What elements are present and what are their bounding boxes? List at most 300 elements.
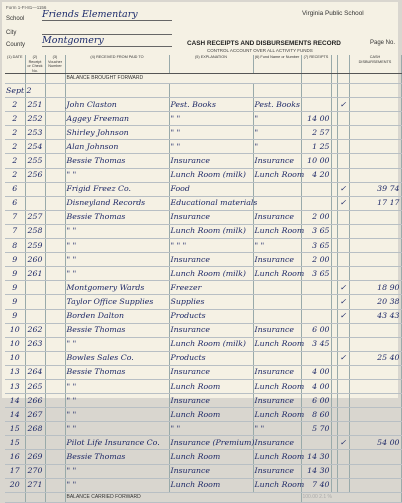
entry-receipts: 2 00 (301, 210, 331, 224)
entry-voucher-no (45, 281, 65, 295)
entry-date: 14 (5, 394, 25, 408)
entry-received-from: Alan Johnson (65, 140, 169, 154)
entry-disbursements (349, 210, 401, 224)
entry-fund: Insurance (253, 253, 301, 267)
entry-explanation: " " (169, 112, 253, 126)
ledger-table (5, 55, 402, 503)
entry-receipts: 7 40 (301, 478, 331, 492)
entry-check-mark: ✓ (337, 295, 349, 309)
entry-voucher-no (45, 253, 65, 267)
col-fund: (6) Fund Name or Number (253, 55, 301, 74)
entry-date: 7 (5, 210, 25, 224)
entry-receipts: 14 30 (301, 464, 331, 478)
column-header-row (5, 55, 401, 74)
entry-disbursements (349, 450, 401, 464)
entry-received-from: " " (65, 168, 169, 182)
entry-received-from: " " (65, 394, 169, 408)
entry-disbursements: 39 74 (349, 182, 401, 196)
entry-receipts: 4 00 (301, 379, 331, 393)
entry-receipt-no (25, 281, 45, 295)
col-receipts: (7) RECEIPTS (301, 55, 331, 74)
ledger-row (5, 436, 401, 450)
entry-disbursements (349, 408, 401, 422)
entry-received-from: Bowles Sales Co. (65, 351, 169, 365)
entry-receipt-no: 267 (25, 408, 45, 422)
entry-explanation: Insurance (169, 154, 253, 168)
entry-explanation: Lunch Room (169, 450, 253, 464)
entry-receipts: 6 00 (301, 394, 331, 408)
entry-fund: Insurance (253, 154, 301, 168)
entry-received-from: Aggey Freeman (65, 112, 169, 126)
entry-voucher-no (45, 140, 65, 154)
entry-receipt-no: 271 (25, 478, 45, 492)
city-label: City (6, 30, 17, 36)
entry-fund: " (253, 112, 301, 126)
entry-receipt-no: 264 (25, 365, 45, 379)
entry-date: 20 (5, 478, 25, 492)
entry-fund: Insurance (253, 394, 301, 408)
entry-explanation: Freezer (169, 281, 253, 295)
entry-fund: Lunch Room (253, 267, 301, 281)
ledger-row (5, 112, 401, 126)
entry-explanation: Lunch Room (milk) (169, 267, 253, 281)
entry-receipt-no (25, 182, 45, 196)
balance-forward-row (5, 74, 401, 84)
entry-receipts (301, 196, 331, 210)
entry-disbursements (349, 98, 401, 112)
entry-check-mark (337, 323, 349, 337)
ledger-row (5, 365, 401, 379)
balance-carried-row (5, 492, 401, 502)
ledger-row (5, 196, 401, 210)
balance-forward-label: BALANCE BROUGHT FORWARD (65, 74, 301, 84)
entry-receipt-no: 252 (25, 112, 45, 126)
entry-fund (253, 84, 301, 98)
entry-check-mark (337, 337, 349, 351)
entry-explanation: Insurance (169, 210, 253, 224)
entry-voucher-no (45, 365, 65, 379)
entry-received-from: " " (65, 422, 169, 436)
ledger-row (5, 379, 401, 393)
entry-check-mark: ✓ (337, 351, 349, 365)
entry-fund: Insurance (253, 464, 301, 478)
entry-voucher-no (45, 98, 65, 112)
entry-receipt-no: 269 (25, 450, 45, 464)
ledger-row (5, 140, 401, 154)
entry-receipts: 6 00 (301, 323, 331, 337)
entry-received-from: Frigid Freez Co. (65, 182, 169, 196)
entry-receipts: 5 70 (301, 422, 331, 436)
entry-receipts: 2 00 (301, 253, 331, 267)
entry-receipt-no: 261 (25, 267, 45, 281)
ledger-row (5, 408, 401, 422)
entry-receipts (301, 84, 331, 98)
entry-receipts (301, 309, 331, 323)
entry-date: 16 (5, 450, 25, 464)
entry-receipt-no (25, 309, 45, 323)
entry-explanation: Insurance (169, 464, 253, 478)
entry-explanation: Supplies (169, 295, 253, 309)
entry-date: 14 (5, 408, 25, 422)
entry-receipts: 3 65 (301, 267, 331, 281)
entry-check-mark: ✓ (337, 98, 349, 112)
entry-explanation: " " (169, 140, 253, 154)
entry-receipt-no: 268 (25, 422, 45, 436)
entry-date: 2 (5, 168, 25, 182)
ledger-row (5, 182, 401, 196)
entry-disbursements (349, 337, 401, 351)
entry-date: Sept 2 (5, 84, 25, 98)
ledger-row (5, 267, 401, 281)
entry-receipt-no (25, 436, 45, 450)
entry-explanation: Insurance (169, 323, 253, 337)
entry-fund: " " (253, 422, 301, 436)
city-value (42, 24, 172, 35)
entry-voucher-no (45, 394, 65, 408)
entry-disbursements (349, 84, 401, 98)
entry-fund: Lunch Room (253, 450, 301, 464)
org-name: Virginia Public School (302, 10, 364, 17)
entry-date: 10 (5, 337, 25, 351)
entry-disbursements: 25 40 (349, 351, 401, 365)
entry-explanation: Insurance (169, 394, 253, 408)
entry-received-from: Bessie Thomas (65, 210, 169, 224)
entry-disbursements: 17 17 (349, 196, 401, 210)
entry-received-from: Bessie Thomas (65, 154, 169, 168)
bottom-faint-note: 100.00 2.1 % (301, 492, 401, 502)
entry-fund: Lunch Room (253, 337, 301, 351)
entry-check-mark (337, 239, 349, 253)
entry-check-mark (337, 154, 349, 168)
entry-received-from: John Claston (65, 98, 169, 112)
entry-check-mark (337, 210, 349, 224)
entry-disbursements: 20 38 (349, 295, 401, 309)
entry-date: 17 (5, 464, 25, 478)
entry-voucher-no (45, 295, 65, 309)
entry-check-mark (337, 365, 349, 379)
entry-receipt-no: 265 (25, 379, 45, 393)
entry-receipts: 3 65 (301, 239, 331, 253)
entry-check-mark (337, 168, 349, 182)
col-received-from: (4) RECEIVED FROM PAID TO (65, 55, 169, 74)
col-cash-label: CASH (369, 55, 381, 59)
entry-date: 9 (5, 253, 25, 267)
entry-receipt-no: 255 (25, 154, 45, 168)
entry-receipt-no: 258 (25, 224, 45, 238)
entry-check-mark: ✓ (337, 309, 349, 323)
entry-receipts (301, 295, 331, 309)
entry-receipt-no: 260 (25, 253, 45, 267)
entry-fund: " " (253, 239, 301, 253)
entry-disbursements (349, 112, 401, 126)
entry-disbursements (349, 422, 401, 436)
entry-check-mark (337, 267, 349, 281)
ledger-row (5, 253, 401, 267)
school-name: Friends Elementary (42, 10, 172, 21)
entry-receipt-no (25, 351, 45, 365)
entry-receipt-no: 266 (25, 394, 45, 408)
entry-fund (253, 351, 301, 365)
entry-check-mark: ✓ (337, 281, 349, 295)
entry-date: 2 (5, 112, 25, 126)
entry-fund: " (253, 126, 301, 140)
entry-receipt-no: 256 (25, 168, 45, 182)
entry-check-mark (337, 140, 349, 154)
entry-disbursements (349, 323, 401, 337)
entry-date: 2 (5, 154, 25, 168)
entry-received-from: " " (65, 478, 169, 492)
entry-check-mark (337, 422, 349, 436)
entry-received-from: " " (65, 464, 169, 478)
entry-received-from: " " (65, 224, 169, 238)
entry-check-mark: ✓ (337, 196, 349, 210)
ledger-row (5, 281, 401, 295)
entry-received-from: Bessie Thomas (65, 450, 169, 464)
ledger-row (5, 394, 401, 408)
entry-received-from: Bessie Thomas (65, 323, 169, 337)
entry-explanation: Insurance (Premium) (169, 436, 253, 450)
entry-receipt-no: 270 (25, 464, 45, 478)
entry-receipt-no (25, 295, 45, 309)
entry-explanation: Products (169, 309, 253, 323)
entry-voucher-no (45, 422, 65, 436)
entry-voucher-no (45, 450, 65, 464)
entry-fund (253, 196, 301, 210)
entry-received-from: Taylor Office Supplies (65, 295, 169, 309)
entry-fund: Insurance (253, 365, 301, 379)
entry-fund: Lunch Room (253, 379, 301, 393)
entry-explanation: Educational materials (169, 196, 253, 210)
entry-disbursements (349, 478, 401, 492)
entry-voucher-no (45, 196, 65, 210)
entry-fund (253, 295, 301, 309)
entry-receipt-no: 259 (25, 239, 45, 253)
entry-disbursements (349, 253, 401, 267)
entry-receipts (301, 98, 331, 112)
entry-check-mark (337, 253, 349, 267)
entry-date: 15 (5, 436, 25, 450)
form-id: Form 1-FI-81—1156 (6, 5, 47, 10)
col-date: (1) DATE (5, 55, 25, 74)
entry-received-from: Borden Dalton (65, 309, 169, 323)
entry-voucher-no (45, 267, 65, 281)
entry-disbursements (349, 239, 401, 253)
ledger-row (5, 154, 401, 168)
entry-disbursements (349, 154, 401, 168)
entry-disbursements (349, 464, 401, 478)
entry-date: 13 (5, 365, 25, 379)
entry-received-from: " " (65, 337, 169, 351)
col-disb-label: DISBURSEMENTS (358, 59, 392, 64)
entry-voucher-no (45, 478, 65, 492)
entry-fund: Pest. Books (253, 98, 301, 112)
entry-check-mark: ✓ (337, 182, 349, 196)
entry-date: 6 (5, 196, 25, 210)
ledger-row (5, 478, 401, 492)
entry-fund (253, 281, 301, 295)
entry-explanation (169, 84, 253, 98)
entry-check-mark (337, 394, 349, 408)
entry-voucher-no (45, 239, 65, 253)
entry-received-from: Montgomery Wards (65, 281, 169, 295)
entry-fund: Lunch Room (253, 224, 301, 238)
entry-receipt-no (25, 196, 45, 210)
entry-explanation: " " " (169, 239, 253, 253)
ledger-row (5, 84, 401, 98)
entry-date: 2 (5, 140, 25, 154)
entry-voucher-no (45, 84, 65, 98)
entry-fund: Lunch Room (253, 168, 301, 182)
entry-voucher-no (45, 126, 65, 140)
entry-receipts (301, 436, 331, 450)
entry-explanation: Pest. Books (169, 98, 253, 112)
ledger-row (5, 337, 401, 351)
entry-date: 2 (5, 98, 25, 112)
record-subtitle: CONTROL ACCOUNT OVER ALL ACTIVITY FUNDS (207, 48, 313, 53)
entry-explanation: Products (169, 351, 253, 365)
ledger-row (5, 450, 401, 464)
entry-explanation: " " (169, 422, 253, 436)
ledger-row (5, 224, 401, 238)
entry-received-from: " " (65, 239, 169, 253)
entry-date: 9 (5, 281, 25, 295)
entry-receipt-no: 257 (25, 210, 45, 224)
entry-check-mark (337, 379, 349, 393)
record-title: CASH RECEIPTS AND DISBURSEMENTS RECORD (187, 40, 341, 47)
entry-voucher-no (45, 182, 65, 196)
entry-received-from (65, 84, 169, 98)
entry-explanation: Insurance (169, 253, 253, 267)
entry-fund: Lunch Room (253, 408, 301, 422)
entry-check-mark (337, 112, 349, 126)
entry-receipt-no: 251 (25, 98, 45, 112)
entry-received-from: " " (65, 379, 169, 393)
ledger-row (5, 464, 401, 478)
ledger-row (5, 323, 401, 337)
entry-voucher-no (45, 323, 65, 337)
county-name: Montgomery (42, 36, 172, 47)
col-receipt-no: (2) Receipt or Check No. (25, 55, 45, 74)
entry-check-mark (337, 224, 349, 238)
entry-receipts: 4 20 (301, 168, 331, 182)
entry-receipt-no: 253 (25, 126, 45, 140)
entry-voucher-no (45, 436, 65, 450)
entry-receipts: 1 25 (301, 140, 331, 154)
entry-check-mark (337, 450, 349, 464)
entry-voucher-no (45, 464, 65, 478)
entry-receipts: 3 45 (301, 337, 331, 351)
entry-voucher-no (45, 337, 65, 351)
entry-fund: Insurance (253, 210, 301, 224)
entry-disbursements (349, 379, 401, 393)
entry-explanation: Lunch Room (milk) (169, 168, 253, 182)
entry-fund: Insurance (253, 323, 301, 337)
ledger-page (2, 2, 400, 500)
entry-receipts (301, 351, 331, 365)
entry-date: 13 (5, 379, 25, 393)
entry-disbursements (349, 365, 401, 379)
ledger-row (5, 168, 401, 182)
entry-receipts: 4 00 (301, 365, 331, 379)
ledger-row (5, 309, 401, 323)
entry-received-from: Disneyland Records (65, 196, 169, 210)
entry-received-from: " " (65, 267, 169, 281)
entry-fund (253, 309, 301, 323)
entry-disbursements: 18 90 (349, 281, 401, 295)
entry-received-from: Pilot Life Insurance Co. (65, 436, 169, 450)
entry-check-mark (337, 126, 349, 140)
entry-voucher-no (45, 224, 65, 238)
entry-fund: Lunch Room (253, 478, 301, 492)
entry-explanation: Lunch Room (milk) (169, 224, 253, 238)
ledger-row (5, 239, 401, 253)
entry-date: 7 (5, 224, 25, 238)
entry-receipts: 14 30 (301, 450, 331, 464)
col-explanation: (5) EXPLANATION (169, 55, 253, 74)
entry-disbursements (349, 267, 401, 281)
entry-received-from: Shirley Johnson (65, 126, 169, 140)
entry-received-from: " " (65, 408, 169, 422)
page-label: Page No. (370, 40, 396, 46)
entry-explanation: Lunch Room (169, 478, 253, 492)
entry-receipts: 8 60 (301, 408, 331, 422)
county-label: County (6, 42, 26, 48)
entry-voucher-no (45, 168, 65, 182)
ledger-row (5, 210, 401, 224)
entry-voucher-no (45, 351, 65, 365)
entry-date: 15 (5, 422, 25, 436)
entry-date: 9 (5, 267, 25, 281)
entry-receipts: 14 00 (301, 112, 331, 126)
entry-explanation: Lunch Room (169, 379, 253, 393)
ledger-row (5, 351, 401, 365)
entry-voucher-no (45, 408, 65, 422)
entry-date: 8 (5, 239, 25, 253)
entry-voucher-no (45, 112, 65, 126)
entry-explanation: Lunch Room (milk) (169, 337, 253, 351)
entry-date: 10 (5, 351, 25, 365)
entry-received-from: " " (65, 253, 169, 267)
entry-fund (253, 182, 301, 196)
entry-explanation: Lunch Room (169, 408, 253, 422)
entry-check-mark (337, 84, 349, 98)
entry-date: 6 (5, 182, 25, 196)
entry-disbursements: 54 00 (349, 436, 401, 450)
entry-date: 9 (5, 295, 25, 309)
entry-voucher-no (45, 210, 65, 224)
entry-disbursements (349, 394, 401, 408)
entry-receipts (301, 281, 331, 295)
col-check (337, 55, 349, 74)
entry-receipt-no: 254 (25, 140, 45, 154)
entry-explanation: Insurance (169, 365, 253, 379)
entry-receipts (301, 182, 331, 196)
entry-fund: Insurance (253, 436, 301, 450)
col-voucher-no: (3) Voucher Number (45, 55, 65, 74)
entry-disbursements (349, 126, 401, 140)
col-disbursements (349, 55, 401, 74)
entry-date: 10 (5, 323, 25, 337)
entry-check-mark (337, 464, 349, 478)
entry-explanation: " " (169, 126, 253, 140)
entry-receipt-no: 262 (25, 323, 45, 337)
entry-date: 2 (5, 126, 25, 140)
entry-receipts: 3 65 (301, 224, 331, 238)
entry-receipt-no: 263 (25, 337, 45, 351)
ledger-row (5, 422, 401, 436)
entry-check-mark (337, 408, 349, 422)
entry-disbursements (349, 168, 401, 182)
